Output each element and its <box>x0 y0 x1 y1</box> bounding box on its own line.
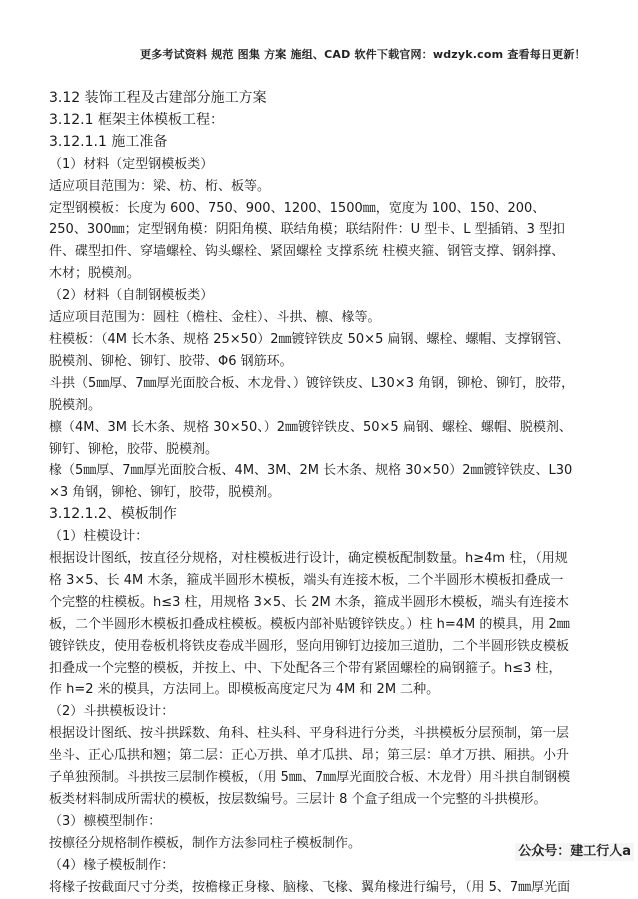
paragraph-line: （2）材料（自制钢模板类） <box>49 288 214 304</box>
paragraph-line: 镀锌铁皮，使用卷板机将铁皮卷成半圆形，竖向用铆钉边接加三道肋，二个半圆形铁皮模板 <box>49 638 570 654</box>
paragraph-line: 木材；脱模剂。 <box>49 266 141 282</box>
subsection-heading: 3.12.1 框架主体模板工程： <box>49 111 224 128</box>
paragraph-line: 板类材料制成所需状的模板，按层数编号。三层计 8 个盒子组成一个完整的斗拱模形。 <box>49 792 547 807</box>
paragraph-line: （2）斗拱模板设计： <box>49 704 175 720</box>
document-body <box>49 88 615 899</box>
paragraph-line: 根据设计图纸，按直径分规格，对柱模板进行设计，确定模板配制数量。h≥4m 柱，（用规 <box>49 551 568 567</box>
paragraph-line: 斗拱（5㎜厚、7㎜厚光面胶合板、木龙骨、）镀锌铁皮、L30×3 角钢，铆枪、铆钉，胶带， <box>49 375 575 391</box>
paragraph-line: 柱模板：（4M 长木条、规格 25×50）2㎜镀锌铁皮 50×5 扁钢、螺栓、螺帽、支撑钢管、 <box>49 331 570 347</box>
paragraph-line: 扣叠成一个完整的模板，并按上、中、下处配各三个带有紧固螺栓的扁钢箍子。h≤3 柱， <box>49 660 562 676</box>
paragraph-line: 定型钢模板：长度为 600、750、900、1200、1500㎜，宽度为 100、150、200、 <box>49 200 546 216</box>
paragraph-line: ×3 角钢，铆枪、铆钉，胶带，脱模剂。 <box>49 485 281 501</box>
paragraph-line: 子单独预制。斗拱按三层制作模板，（用 5㎜、7㎜厚光面胶合板、木龙骨）用斗拱自制钢模 <box>49 770 571 786</box>
wechat-watermark: 公众号：建工行人a <box>515 843 634 861</box>
paragraph-line: 适应项目范围为：圆柱（檐柱、金柱）、斗拱、檩、椽等。 <box>49 310 381 326</box>
paragraph-line: 脱模剂。 <box>49 397 102 413</box>
paragraph-line: 坐斗、正心瓜拱和翘；第二层：正心万拱、单才瓜拱、昂；第三层：单才万拱、厢拱。小升 <box>49 748 570 764</box>
paragraph-line: 铆钉、铆枪，胶带、脱模剂。 <box>49 441 219 457</box>
paragraph-line: （3）檩模型制作： <box>49 813 162 829</box>
paragraph-line: 脱模剂、铆枪、铆钉、胶带、Φ6 钢筋环。 <box>49 353 293 369</box>
paragraph-line: 250、300㎜；定型钢角模：阴阳角模、联结角模；联结附件：U 型卡、L 型插销、3 型扣 <box>49 222 566 238</box>
paragraph-line: （4）椽子模板制作： <box>49 857 175 873</box>
paragraph-line: 格 3×5、长 4M 木条，箍成半圆形木模板，端头有连接木板，二个半圆形木模板扣叠成一 <box>49 572 564 588</box>
paragraph-line: 根据设计图纸、按斗拱踩数、角科、柱头科、平身科进行分类，斗拱模板分层预制，第一层 <box>49 726 570 742</box>
paragraph-line: （1）材料（定型钢模板类） <box>49 156 214 172</box>
subsection-heading: 3.12.1.1 施工准备 <box>49 133 168 150</box>
download-banner: 更多考试资料 规范 图集 方案 施组、CAD 软件下载官网：wdzyk.com 查看每日更新！ <box>140 48 586 61</box>
paragraph-line: 作 h=2 米的模具，方法同上。即模板高度定尺为 4M 和 2M 二种。 <box>49 682 440 698</box>
paragraph-line: 适应项目范围为：梁、枋、桁、板等。 <box>49 178 271 194</box>
section-heading: 3.12 装饰工程及古建部分施工方案 <box>49 90 267 106</box>
subsection-heading: 3.12.1.2、模板制作 <box>49 506 177 523</box>
paragraph-line: 件、碟型扣件、穿墙螺栓、钩头螺栓、紧固螺栓 支撑系统 柱模夹箍、钢管支撑、钢斜撑、 <box>49 244 565 260</box>
paragraph-line: 将椽子按截面尺寸分类，按檐椽正身椽、脑椽、飞椽、翼角椽进行编号，（用 5、7㎜厚光面 <box>49 879 571 895</box>
paragraph-line: （1）柱模设计： <box>49 529 149 545</box>
paragraph-line: 檩（4M、3M 长木条、规格 30×50、）2㎜镀锌铁皮、50×5 扁钢、螺栓、螺帽、脱模剂、 <box>49 419 572 435</box>
paragraph-line: 个完整的柱模板。h≤3 柱，用规格 3×5、长 2M 木条，箍成半圆形木模板，端头有连接木 <box>49 594 569 610</box>
paragraph-line: 板，二个半圆形木模板扣叠成柱模板。模板内部补贴镀锌铁皮。）柱 h=4M 的模具，用 2㎜ <box>49 616 570 632</box>
paragraph-line: 按檩径分规格制作模板，制作方法参同柱子模板制作。 <box>49 835 362 851</box>
paragraph-line: 椽（5㎜厚、7㎜厚光面胶合板、4M、3M、2M 长木条、规格 30×50）2㎜镀锌铁皮、L30 <box>49 463 573 479</box>
